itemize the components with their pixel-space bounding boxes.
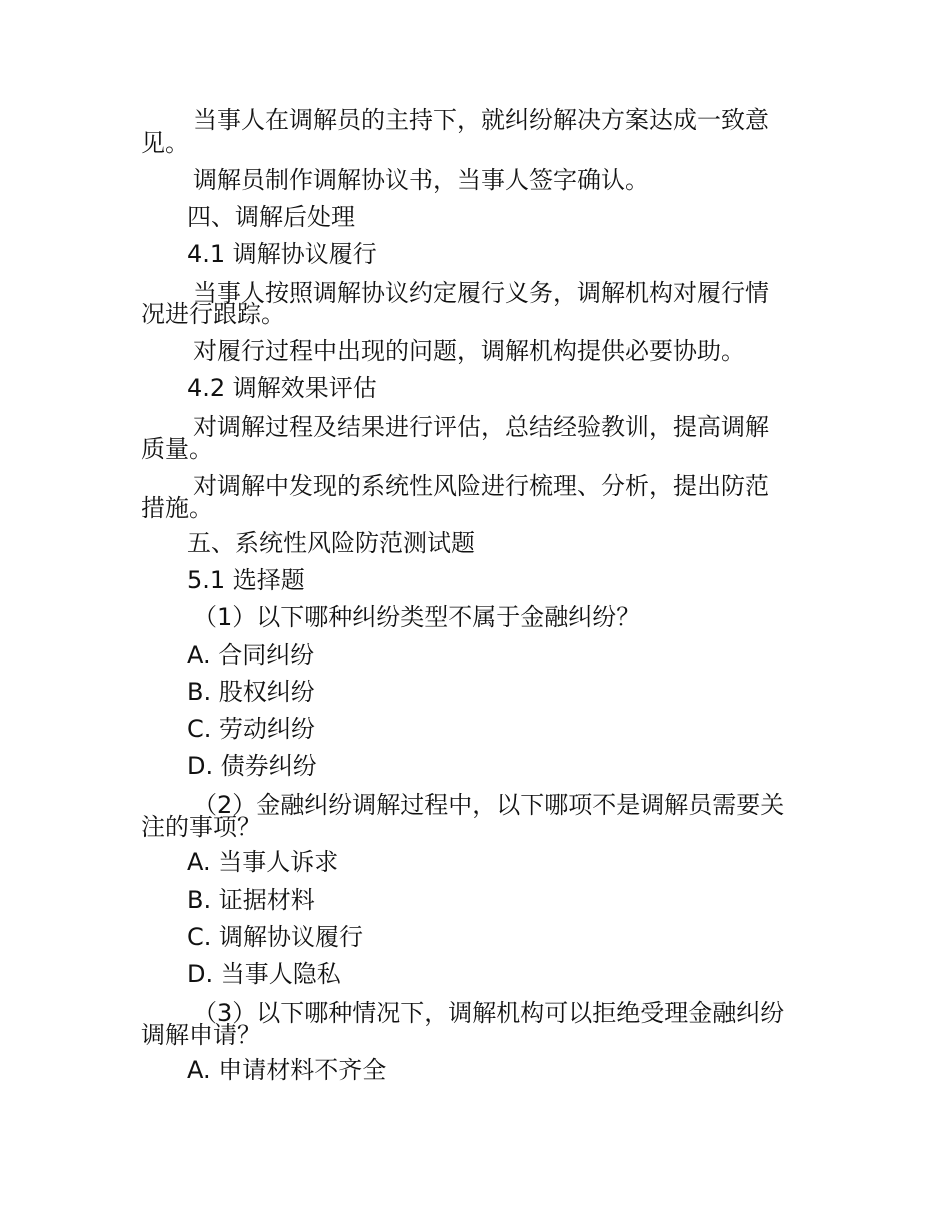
section-heading-post-mediation: 四、调解后处理 <box>187 203 355 231</box>
question-3-option-a: A. 申请材料不齐全 <box>187 1056 387 1084</box>
paragraph-performance-continued: 况进行跟踪。 <box>141 300 285 328</box>
paragraph-consensus: 当事人在调解员的主持下，就纠纷解决方案达成一致意 <box>193 106 769 134</box>
question-2-option-c: C. 调解协议履行 <box>187 923 364 951</box>
question-1-option-d: D. 债券纠纷 <box>187 752 317 780</box>
section-heading-test: 五、系统性风险防范测试题 <box>187 529 475 557</box>
paragraph-evaluation: 对调解过程及结果进行评估，总结经验教训，提高调解 <box>193 413 769 441</box>
paragraph-risk-review-continued: 措施。 <box>141 494 213 522</box>
question-3-continued: 调解申请？ <box>141 1021 261 1049</box>
question-1: （1）以下哪种纠纷类型不属于金融纠纷？ <box>193 603 641 631</box>
question-3: （3）以下哪种情况下，调解机构可以拒绝受理金融纠纷 <box>193 999 785 1027</box>
subsection-heading-5-1: 5.1 选择题 <box>187 566 305 594</box>
question-2-option-a: A. 当事人诉求 <box>187 848 339 876</box>
question-1-option-a: A. 合同纠纷 <box>187 641 315 669</box>
paragraph-risk-review: 对调解中发现的系统性风险进行梳理、分析，提出防范 <box>193 472 769 500</box>
subsection-heading-4-2: 4.2 调解效果评估 <box>187 374 377 402</box>
paragraph-consensus-continued: 见。 <box>141 129 189 157</box>
question-2: （2）金融纠纷调解过程中，以下哪项不是调解员需要关 <box>193 791 785 819</box>
paragraph-assistance: 对履行过程中出现的问题，调解机构提供必要协助。 <box>193 337 745 365</box>
paragraph-performance: 当事人按照调解协议约定履行义务，调解机构对履行情 <box>193 279 769 307</box>
question-2-continued: 注的事项？ <box>141 813 261 841</box>
paragraph-agreement-signing: 调解员制作调解协议书，当事人签字确认。 <box>193 166 649 194</box>
question-1-option-b: B. 股权纠纷 <box>187 678 315 706</box>
question-1-option-c: C. 劳动纠纷 <box>187 715 316 743</box>
paragraph-evaluation-continued: 质量。 <box>141 435 213 463</box>
subsection-heading-4-1: 4.1 调解协议履行 <box>187 240 377 268</box>
question-2-option-b: B. 证据材料 <box>187 886 315 914</box>
question-2-option-d: D. 当事人隐私 <box>187 960 341 988</box>
